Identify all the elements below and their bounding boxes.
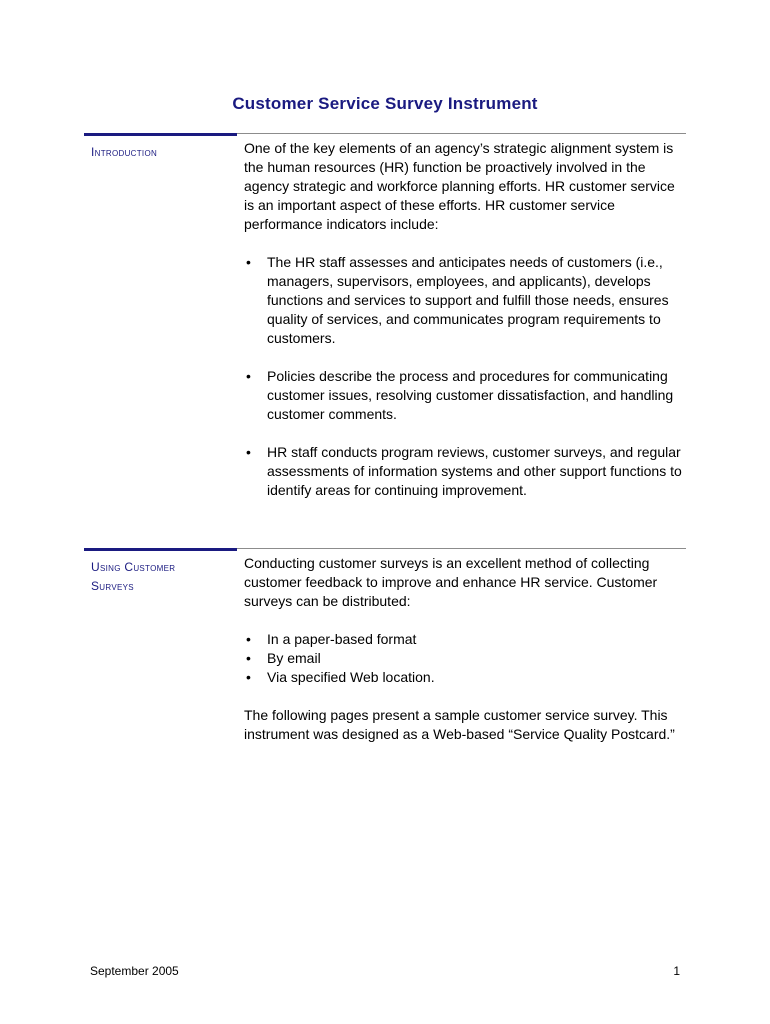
list-item (244, 668, 684, 687)
list-item (244, 253, 684, 348)
bullet-text: By email (267, 650, 321, 666)
introduction-rule-line (237, 133, 686, 134)
using-surveys-label-line2: Surveys (91, 579, 134, 593)
using-surveys-rule-line (237, 548, 686, 549)
bullet-text: Policies describe the process and procedures for communicating customer issues, resolving customer dissatisfaction, and handling customer comments. (267, 368, 674, 422)
distribution-bullet-list (244, 630, 684, 687)
list-item (244, 649, 684, 668)
footer-page-number: 1 (673, 964, 680, 978)
using-surveys-body (244, 554, 684, 763)
using-surveys-closing: The following pages present a sample customer service survey. This instrument was designed as a Web-based “Service Quality Postcard.” (244, 707, 675, 742)
introduction-rule-accent (84, 133, 237, 136)
using-surveys-paragraph: Conducting customer surveys is an excellent method of collecting customer feedback to improve and enhance HR service. Customer surveys can be distributed: (244, 555, 658, 609)
bullet-text: The HR staff assesses and anticipates needs of customers (i.e., managers, supervisors, employees, and applicants), develops functions and services to support and fulfill those needs, ensures quality of services, and communicates program requirements to customers. (267, 254, 669, 346)
footer-date: September 2005 (90, 964, 179, 978)
introduction-body (244, 139, 684, 519)
using-surveys-rule-accent (84, 548, 237, 551)
list-item (244, 443, 684, 500)
list-item (244, 630, 684, 649)
introduction-label: Introduction (91, 145, 158, 159)
bullet-icon: • (246, 650, 251, 666)
bullet-icon: • (246, 254, 251, 270)
using-surveys-label (91, 558, 231, 596)
bullet-text: In a paper-based format (267, 631, 417, 647)
bullet-icon: • (246, 444, 251, 460)
document-title: Customer Service Survey Instrument (232, 94, 538, 113)
bullet-icon: • (246, 368, 251, 384)
introduction-bullet-list (244, 253, 684, 500)
bullet-text: Via specified Web location. (267, 669, 435, 685)
introduction-paragraph: One of the key elements of an agency’s strategic alignment system is the human resources (HR) function be proactively involved in the agency strategic and workforce planning efforts. HR customer service is an important aspect of these efforts. HR customer service performance indicators include: (244, 140, 675, 232)
bullet-icon: • (246, 669, 251, 685)
bullet-text: HR staff conducts program reviews, customer surveys, and regular assessments of information systems and other support functions to identify areas for continuing improvement. (267, 444, 682, 498)
using-surveys-label-line1: Using Customer (91, 560, 176, 574)
bullet-icon: • (246, 631, 251, 647)
list-item (244, 367, 684, 424)
